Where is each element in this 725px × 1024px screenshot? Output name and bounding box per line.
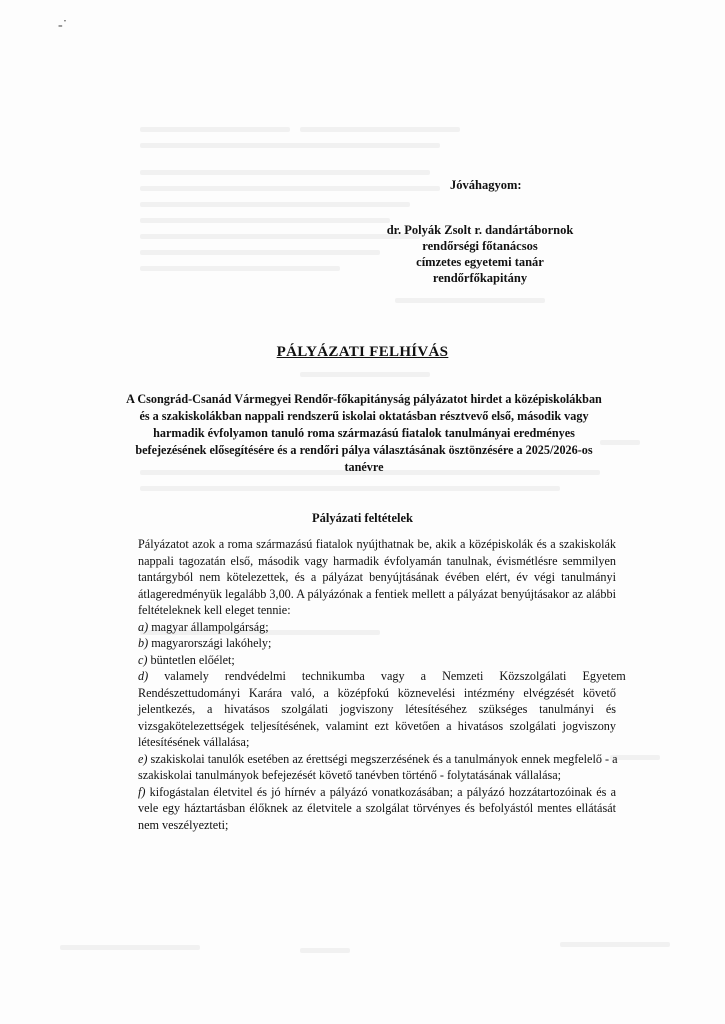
intro-line: harmadik évfolyamon tanuló roma származású fiatalok tanulmányai eredményes xyxy=(153,426,575,440)
paragraph-line: átlageredményük legalább 3,00. A pályázónak a fentiek mellett a pályázat benyújtásakor az alábbi xyxy=(138,586,616,601)
paragraph-line: feltételeknek kell eleget tennie: xyxy=(138,603,291,617)
condition-item-f xyxy=(138,784,616,801)
approval-signatory xyxy=(380,222,580,286)
signatory-rank: rendőrségi főtanácsos xyxy=(422,239,538,253)
item-continuation: létesítésének vállalása; xyxy=(138,735,250,749)
item-text: büntetlen előélet; xyxy=(150,652,235,667)
condition-item-d xyxy=(138,668,626,685)
signatory-title: címzetes egyetemi tanár xyxy=(416,255,544,269)
intro-line: A Csongrád-Csanád Vármegyei Rendőr-főkapitányság pályázatot hirdet a középiskolákban xyxy=(126,392,602,406)
signatory-name: dr. Polyák Zsolt r. dandártábornok xyxy=(386,223,574,237)
condition-item-e xyxy=(138,751,616,768)
item-continuation: vele egy háztartásban élőknek az életvitele a szolgálat törvényes és befolyástól mentes ellátását xyxy=(138,801,616,815)
condition-item-c xyxy=(138,652,616,669)
item-continuation: jelentkezés, a hivatásos szolgálati jogviszony létesítéséhez szükséges tanulmányi és xyxy=(138,702,616,716)
item-continuation: nem veszélyezteti; xyxy=(138,817,229,832)
item-marker: d) xyxy=(138,669,149,683)
item-marker: a) xyxy=(138,619,149,634)
signatory-position: rendőrfőkapitány xyxy=(432,271,528,285)
paragraph-line: tantárgyból nem kötelezettek, és a pályázat benyújtásának évében elért, év végi tanulmányi xyxy=(138,570,616,584)
item-text: szakiskolai tanulók esetében az érettségi megszerzésének és a tanulmányok ennek megfelelő - a xyxy=(150,751,618,766)
intro-statement xyxy=(120,391,608,476)
paragraph-line: nappali tagozatán első, második vagy harmadik évfolyamán tanulnak, évismétlésre semmilyen xyxy=(138,553,616,568)
item-text: valamely rendvédelmi technikumba vagy a Nemzeti Közszolgálati Egyetem xyxy=(164,669,626,683)
item-text: kifogástalan életvitel és jó hírnév a pályázó vonatkozásában; a pályázó hozzátartozóinak és a xyxy=(149,784,616,799)
item-marker: e) xyxy=(138,751,148,766)
item-continuation: Rendészettudományi Karára való, a középfokú köznevelési intézmény elvégzését követő xyxy=(138,685,616,700)
item-continuation: szakiskolai tanulmányok befejezését követő tanévben történő - folytatásának vállalása; xyxy=(138,768,562,782)
item-marker: b) xyxy=(138,636,149,650)
condition-item-a xyxy=(138,619,616,636)
intro-line: befejezésének elősegítésére és a rendőri pálya választásának ösztönzésére a 2025/2026-os xyxy=(135,443,593,457)
item-continuation: vizsgakötelezettségek teljesítésének, valamint ezt követően a hivatásos szolgálati jogviszony xyxy=(138,718,616,733)
item-text: magyar állampolgárság; xyxy=(151,619,269,634)
item-marker: f) xyxy=(138,784,146,799)
item-text: magyarországi lakóhely; xyxy=(151,636,272,650)
approval-heading: Jóváhagyom: xyxy=(450,178,522,192)
intro-line: és a szakiskolákban nappali rendszerű iskolai oktatásban résztvevő első, második vagy xyxy=(139,409,589,423)
document-title: PÁLYÁZATI FELHÍVÁS xyxy=(276,344,449,360)
conditions-heading: Pályázati feltételek xyxy=(312,511,413,525)
condition-item-b xyxy=(138,635,616,652)
conditions-body xyxy=(138,536,626,833)
intro-line: tanévre xyxy=(344,460,384,474)
scan-mark: -˙ xyxy=(58,18,68,33)
paragraph-line: Pályázatot azok a roma származású fiatalok nyújthatnak be, akik a középiskolák és a szakiskolák xyxy=(138,537,616,551)
item-marker: c) xyxy=(138,652,148,667)
